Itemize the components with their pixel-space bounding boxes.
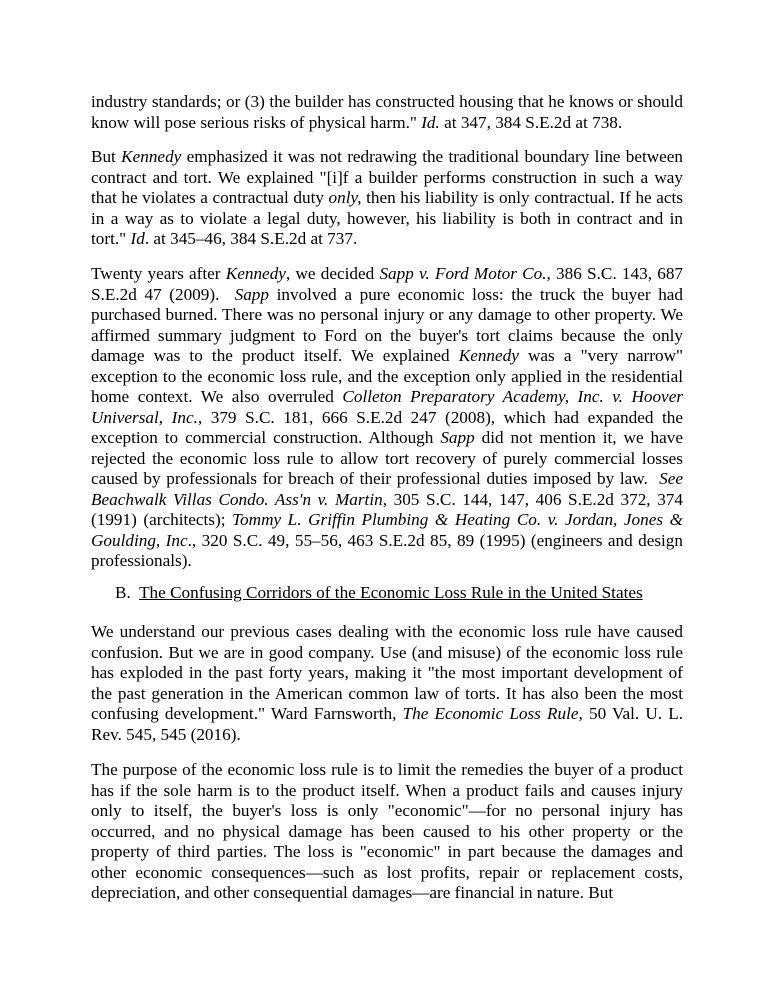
p1-text: industry standards; or (3) the builder has constructed housing that he knows or should know will pose serious risks of physical harm." — [91, 92, 683, 132]
paragraph-4 — [91, 622, 683, 745]
p2-text-end: . at 345–46, 384 S.E.2d at 737. — [144, 229, 358, 248]
p3-text: , 386 S.C. 143, 687 S.E.2d 47 (2009). — [91, 264, 684, 304]
p3-case-kennedy: Kennedy — [225, 264, 286, 283]
paragraph-3 — [91, 264, 683, 572]
p3-case-kennedy: Kennedy — [458, 346, 519, 365]
p2-text: then his liability is only contractual. If he acts in a way as to violate a legal duty, however, his liability is both in contract and in tort." — [91, 188, 683, 248]
p3-text: , we decided — [285, 264, 375, 283]
p3-text: , 379 S.C. 181, 666 S.E.2d 247 (2008), which had expanded the exception to commercial construction. Although — [91, 407, 684, 447]
p3-text: , 305 S.C. 144, 147, 406 S.E.2d 372, 374 (1991) (architects); — [91, 489, 683, 529]
p2-text: But — [91, 147, 116, 166]
paragraph-2 — [91, 147, 683, 250]
p5-text: The purpose of the economic loss rule is to limit the remedies the buyer of a product has if the sole harm is to the product itself. When a product fails and causes injury only to itself, the buyer's loss is only "economic"—for no personal injury has occurred, and no physical damage has been caused to his other property or the property of third parties. The loss is "economic" in part because the damages and other economic consequences—such as lost profits, repair or replacement costs, depreciation, and other consequential damages—are financial in nature. But — [91, 760, 683, 902]
p3-case-beachwalk: See Beachwalk Villas Condo. Ass'n v. Martin — [91, 469, 684, 509]
p1-text-end: at 347, 384 S.E.2d at 738. — [444, 112, 623, 132]
p3-case-sapp-short: Sapp — [234, 284, 269, 304]
p4-article-title: The Economic Loss Rule — [402, 704, 579, 723]
p2-text: emphasized it was not redrawing the traditional boundary line between contract and tort. We explained "[i]f a builder performs construction in such a way that he violates a contractual duty — [91, 147, 683, 207]
p3-case-sapp-short: Sapp — [440, 428, 475, 447]
p2-emphasis-only: only, — [328, 188, 362, 207]
p3-text-end: ., 320 S.C. 49, 55–56, 463 S.E.2d 85, 89 (1995) (engineers and design professionals). — [91, 530, 683, 570]
section-heading — [115, 583, 695, 604]
p3-case-griffin: Tommy L. Griffin Plumbing & Heating Co. v. Jordan, Jones & Goulding, Inc — [91, 510, 683, 550]
p3-text: involved a pure economic loss: the truck the buyer had purchased burned. There was no personal injury or any damage to other property. We affirmed summary judgment to Ford on the buyer's tort claims because the only damage was to the product itself. We explained — [91, 284, 684, 365]
p3-text: did not mention it, we have rejected the economic loss rule to allow tort recovery of purely commercial losses caused by professionals for breach of their professional duties imposed by law. — [91, 428, 683, 488]
p3-text: Twenty years after — [91, 264, 221, 283]
paragraph-5 — [91, 760, 683, 904]
p2-case-kennedy: Kennedy — [121, 147, 182, 166]
p3-case-sapp: Sapp v. Ford Motor Co. — [379, 264, 547, 283]
p4-text: We understand our previous cases dealing with the economic loss rule have caused confusion. But we are in good company. Use (and misuse) of the economic loss rule has exploded in the past forty years, making it "the most important development of the past generation in the American common law of torts. It has also been the most confusing development." Ward Farnsworth, — [91, 622, 683, 723]
paragraph-1 — [91, 92, 683, 133]
p1-citation-id: Id. — [421, 112, 440, 132]
section-label: B. — [115, 583, 131, 602]
section-title: The Confusing Corridors of the Economic Loss Rule in the United States — [139, 583, 643, 602]
p3-case-colleton: Colleton Preparatory Academy, Inc. v. Hoover Universal, Inc. — [91, 387, 684, 427]
p3-text: was a "very narrow" exception to the economic loss rule, and the exception only applied in the residential home context. We also overruled — [91, 346, 684, 406]
p4-text-end: , 50 Val. U. L. Rev. 545, 545 (2016). — [91, 704, 684, 744]
p2-citation-id: Id — [130, 229, 145, 248]
